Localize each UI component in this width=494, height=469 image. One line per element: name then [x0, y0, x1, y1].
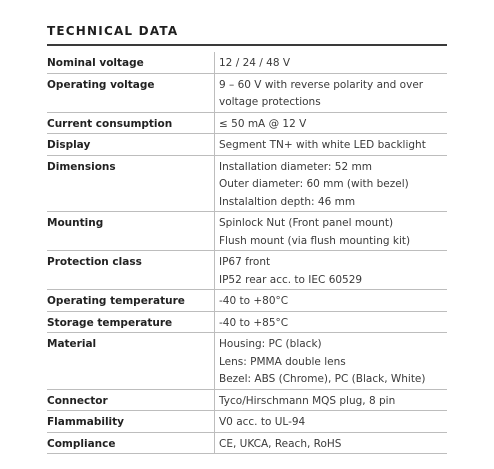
spec-value-line: Installation diameter: 52 mm: [219, 160, 372, 173]
spec-value: [214, 333, 447, 389]
spec-row-display: [47, 134, 447, 156]
spec-label: Operating temperature: [47, 295, 185, 307]
spec-row-dimensions: [47, 156, 447, 213]
spec-value-line: 12 / 24 / 48 V: [219, 57, 291, 69]
spec-value: [214, 390, 447, 411]
spec-value-line: Outer diameter: 60 mm (with bezel): [219, 178, 409, 190]
spec-row-operating-voltage: [47, 74, 447, 113]
spec-value: [214, 134, 447, 155]
section-title: TECHNICAL DATA: [47, 24, 179, 38]
spec-label: Storage temperature: [47, 316, 173, 329]
spec-value-line: IP52 rear acc. to IEC 60529: [219, 273, 363, 286]
spec-value: [214, 433, 447, 454]
spec-label: Compliance: [47, 437, 116, 450]
spec-value-line: Bezel: ABS (Chrome), PC (Black, White): [219, 373, 426, 385]
spec-value-line: Segment TN+ with white LED backlight: [219, 139, 426, 151]
spec-value: [214, 411, 447, 432]
spec-value: [214, 156, 447, 212]
spec-value-line: ≤ 50 mA @ 12 V: [219, 117, 307, 130]
spec-row-operating-temperature: [47, 290, 447, 312]
spec-value: [214, 290, 447, 311]
spec-value-line: Tyco/Hirschmann MQS plug, 8 pin: [219, 394, 396, 407]
spec-row-compliance: [47, 433, 447, 455]
spec-value-line: Instalaltion depth: 46 mm: [219, 195, 356, 208]
spec-value: [214, 113, 447, 134]
spec-label: Protection class: [47, 256, 142, 268]
spec-row-flammability: [47, 411, 447, 433]
spec-value-line: CE, UKCA, Reach, RoHS: [219, 437, 342, 450]
spec-value-line: Lens: PMMA double lens: [219, 355, 346, 368]
spec-value-line: voltage protections: [219, 96, 321, 108]
spec-value-line: Spinlock Nut (Front panel mount): [219, 217, 394, 229]
spec-label: Current consumption: [47, 117, 173, 130]
spec-table: [47, 52, 447, 454]
spec-row-mounting: [47, 212, 447, 251]
spec-row-connector: [47, 390, 447, 412]
spec-value-line: IP67 front: [219, 256, 271, 268]
spec-label: Flammability: [47, 416, 125, 428]
spec-label: Material: [47, 338, 97, 350]
spec-row-protection-class: [47, 251, 447, 290]
spec-value: [214, 251, 447, 289]
spec-label: Connector: [47, 394, 108, 407]
spec-value-line: Housing: PC (black): [219, 338, 322, 350]
spec-label: Nominal voltage: [47, 57, 144, 69]
spec-value: [214, 212, 447, 250]
title-divider: [47, 44, 447, 46]
spec-value-line: Flush mount (via flush mounting kit): [219, 234, 411, 247]
spec-value: [214, 312, 447, 333]
spec-label: Mounting: [47, 217, 104, 229]
spec-label: Operating voltage: [47, 78, 155, 91]
spec-label: Display: [47, 139, 91, 151]
spec-row-storage-temperature: [47, 312, 447, 334]
spec-row-current-consumption: [47, 113, 447, 135]
spec-value-line: -40 to +80°C: [219, 295, 289, 307]
spec-row-material: [47, 333, 447, 390]
spec-value: [214, 52, 447, 73]
spec-label: Dimensions: [47, 160, 116, 173]
spec-value-line: V0 acc. to UL-94: [219, 416, 306, 428]
spec-value: [214, 74, 447, 112]
spec-value-line: -40 to +85°C: [219, 316, 289, 329]
spec-row-nominal-voltage: [47, 52, 447, 74]
spec-value-line: 9 – 60 V with reverse polarity and over: [219, 78, 424, 91]
